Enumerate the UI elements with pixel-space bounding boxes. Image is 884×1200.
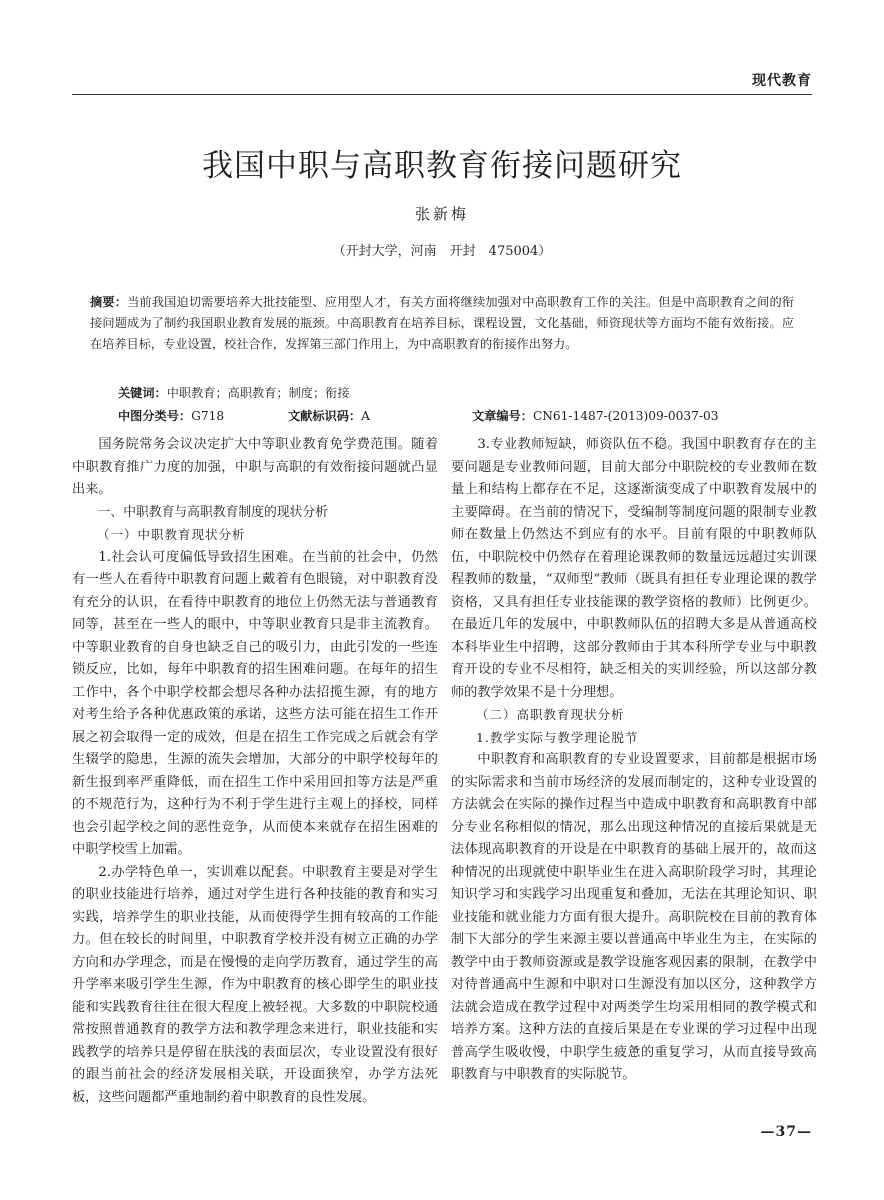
subsection-heading: （二）高职教育现状分析 <box>476 707 625 722</box>
doc-code-label: 文献标识码： <box>288 409 362 423</box>
left-column <box>72 434 438 1109</box>
article-number <box>472 407 718 424</box>
paragraph: 国务院常务会议决定扩大中等职业教育免学费范围。随着中职教育推广力度的加强，中职与高职的有效衔接问题就凸显出来。 <box>72 437 438 497</box>
clc-label: 中图分类号： <box>118 409 192 423</box>
section-heading: 一、中职教育与高职教育制度的现状分析 <box>97 504 328 520</box>
paragraph: 2.办学特色单一，实训难以配套。中职教育主要是对学生的职业技能进行培养，通过对学生进行各种技能的教育和实习实践，培养学生的职业技能，从而使得学生拥有较高的工作能力。但在较长的时间里，中职教育学校并没有树立正确的办学方向和办学理念，而是在慢慢的走向学历教育，通过学生的高升学率来吸引学生生源，作为中职教育的核心即学生的职业技能和实践教育往往在很大程度上被轻视。大多数的中职院校通常按照普通教育的教学方法和教学理念来进行，职业技能和实践教学的培养只是停留在肤浅的表面层次，专业设置没有很好的跟当前社会的经济发展相关联，开设面狭窄，办学方法死板，这些问题都严重地制约着中职教育的良性发展。 <box>72 864 438 1105</box>
page-number: —37— <box>760 1124 812 1140</box>
keywords-label: 关键词： <box>118 386 167 400</box>
affiliation: （开封大学，河南 开封 475004） <box>332 244 552 259</box>
subsection-heading: 1.教学实际与教学理论脱节 <box>476 729 639 745</box>
doc-code-value: A <box>361 409 370 423</box>
header-rule <box>72 94 812 95</box>
abstract-text: 当前我国迫切需要培养大批技能型、应用型人才，有关方面将继续加强对中高职教育工作的关注。但是中高职教育之间的衔接问题成为了制约我国职业教育发展的瓶颈。中高职教育在培养目标，课程设置，文化基础，师资现状等方面均不能有效衔接。应在培养目标，专业设置，校社合作，发挥第三部门作用上，为中高职教育的衔接作出努力。 <box>90 295 795 351</box>
document-code <box>288 407 370 424</box>
clc-number <box>118 407 224 424</box>
article-no-value: CN61-1487-(2013)09-0037-03 <box>532 409 719 423</box>
keywords-text: 中职教育；高职教育；制度；衔接 <box>166 386 350 400</box>
author-name: 张新梅 <box>414 205 469 223</box>
paragraph: 1.社会认可度偏低导致招生困难。在当前的社会中，仍然有一些人在看待中职教育问题上戴着有色眼镜，对中职教育没有充分的认识，在看待中职教育的地位上仍然无法与普通教育同等，甚至在一些人的眼中，中等职业教育只是非主流教育。中等职业教育的自身也缺乏自己的吸引力，由此引发的一些连锁反应，比如，每年中职教育的招生困难问题。在每年的招生工作中，各个中职学校都会想尽各种办法招揽生源，有的地方对考生给予各种优惠政策的承诺，这些方法可能在招生工作开展之初会取得一定的成效，但是在招生工作完成之后就会有学生辍学的隐患，生源的流失会增加，大部分的中职学校每年的新生报到率严重降低，而在招生工作中采用回扣等方法是严重的不规范行为，这种行为不利于学生进行主观上的择校，同样也会引起学校之间的恶性竞争，从而使本来就存在招生困难的中职学校雪上加霜。 <box>72 549 438 857</box>
abstract <box>90 292 794 355</box>
article-no-label: 文章编号： <box>472 409 533 423</box>
right-column <box>451 434 817 1087</box>
journal-name: 现代教育 <box>752 73 812 89</box>
keywords <box>118 384 350 401</box>
abstract-label: 摘要： <box>90 295 128 309</box>
clc-value: G718 <box>191 409 225 423</box>
paragraph: 中职教育和高职教育的专业设置要求，目前都是根据市场的实际需求和当前市场经济的发展而制定的，这种专业设置的方法就会在实际的操作过程当中造成中职教育和高职教育中部分专业名称相似的情况，那么出现这种情况的直接后果就是无法体现高职教育的开设是在中职教育的基础上展开的，故而这种情况的出现就使中职毕业生在进入高职阶段学习时，其理论知识学习和实践学习出现重复和叠加，无法在其理论知识、职业技能和就业能力方面有很大提升。高职院校在目前的教育体制下大部分的学生来源主要以普通高中毕业生为主，在实际的教学中由于教师资源或是教学设施客观因素的限制，在教学中对待普通高中生源和中职对口生源没有加以区分，这种教学方法就会造成在教学过程中对两类学生均采用相同的教学模式和培养方案。这种方法的直接后果是在专业课的学习过程中出现普高学生吸收慢，中职学生疲惫的重复学习，从而直接导致高职教育与中职教育的实际脱节。 <box>451 752 817 1082</box>
subsection-heading: （一）中职教育现状分析 <box>97 527 246 542</box>
paragraph: 3.专业教师短缺，师资队伍不稳。我国中职教育存在的主要问题是专业教师问题，目前大部分中职院校的专业教师在数量上和结构上都存在不足，这逐渐演变成了中职教育发展中的主要障碍。在当前的情况下，受编制等制度问题的限制专业教师在数量上仍然达不到应有的水平。目前有限的中职教师队伍，中职院校中仍然存在着理论课教师的数量远远超过实训课程教师的数量，“双师型”教师（既具有担任专业理论课的教学资格，又具有担任专业技能课的教学资格的教师）比例更少。在最近几年的发展中，中职教师队伍的招聘大多是从普通高校本科毕业生中招聘，这部分教师由于其本科所学专业与中职教育开设的专业不尽相符，缺乏相关的实训经验，所以这部分教师的教学效果不是十分理想。 <box>451 437 817 700</box>
article-title: 我国中职与高职教育衔接问题研究 <box>202 148 682 184</box>
